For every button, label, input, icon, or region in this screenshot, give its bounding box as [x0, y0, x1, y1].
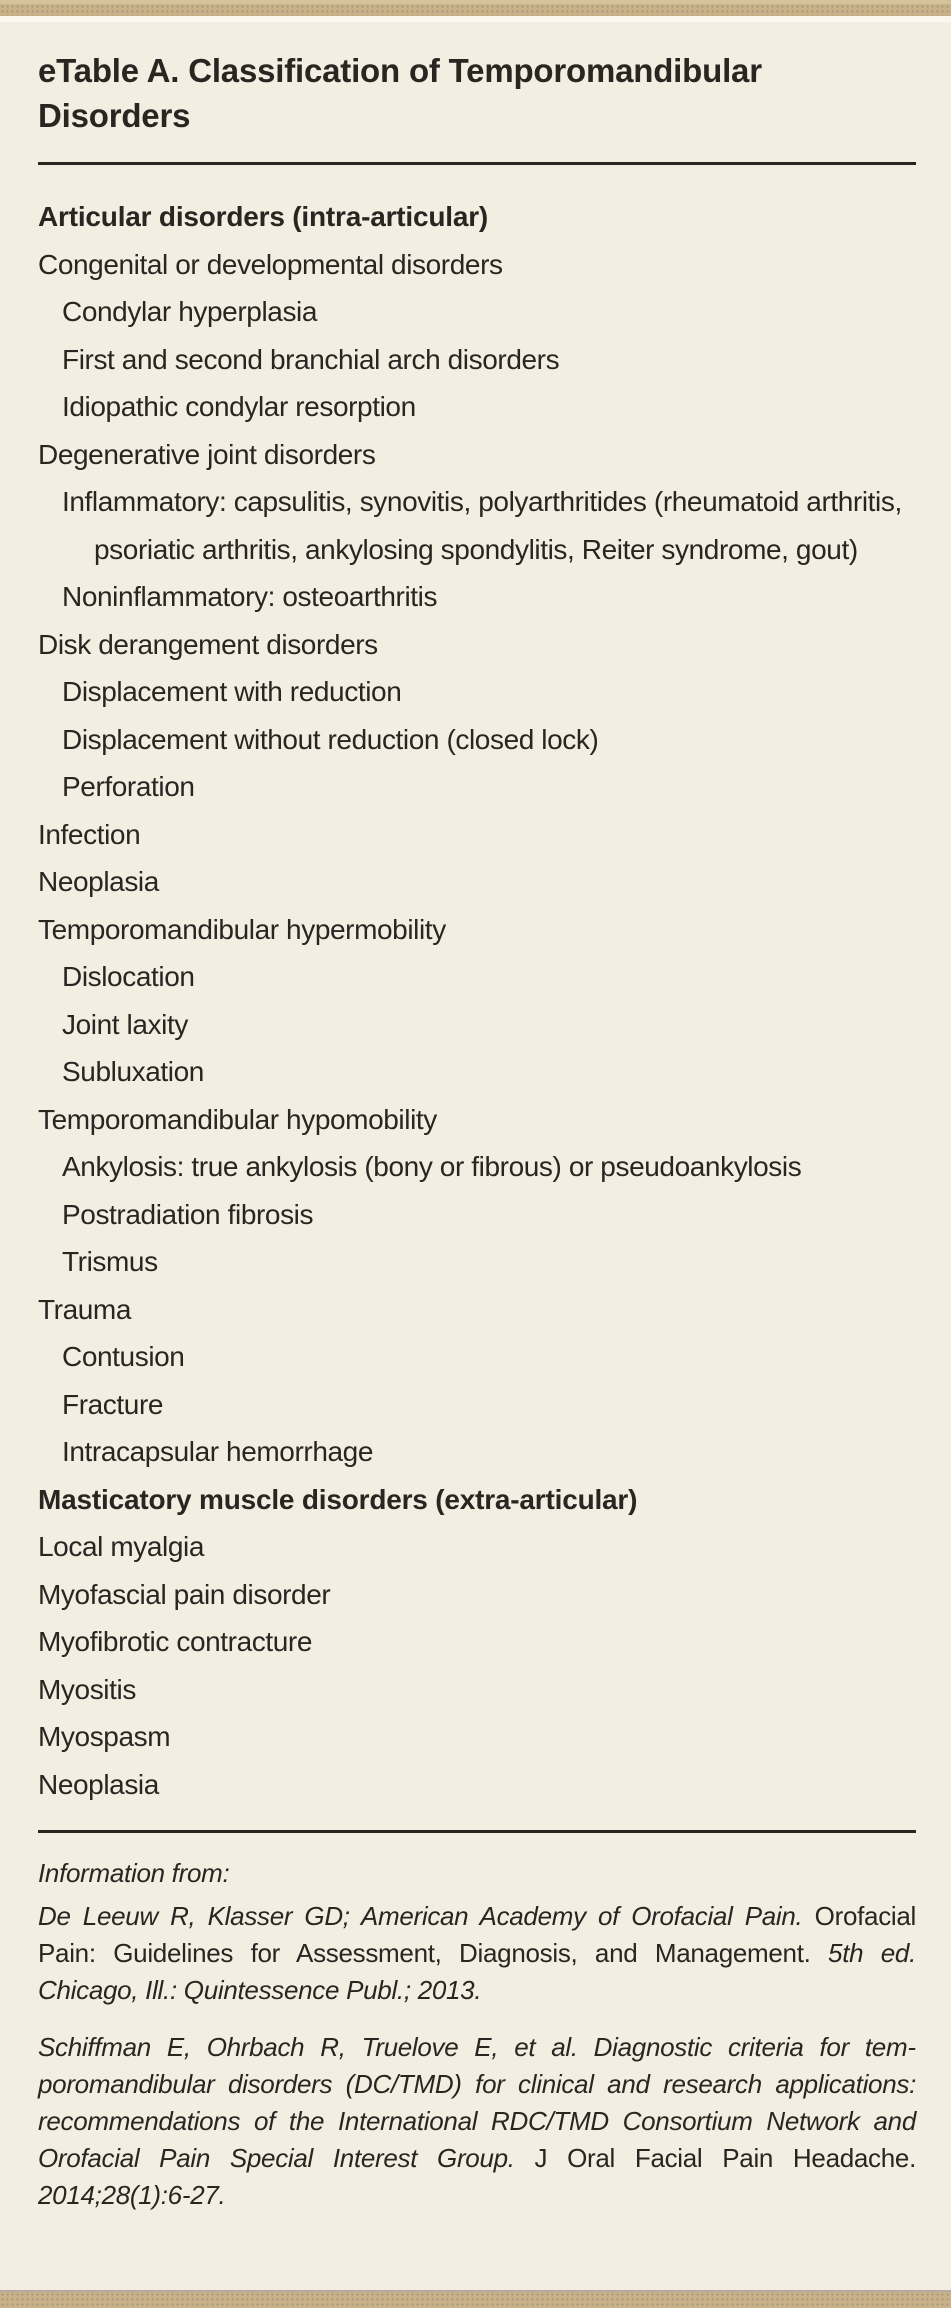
bottom-border-bar [0, 2290, 951, 2308]
section-heading: Articular disorders (intra-articular) [38, 201, 489, 232]
top-border-bar [0, 0, 951, 22]
list-item: Local myalgia [38, 1531, 204, 1562]
citation-segment: Orofacial Pain: Guidelines for Assessment, Diagnosis, and Management. [38, 1901, 917, 1968]
list-item: Neoplasia [38, 1768, 159, 1800]
list-item: Dislocation [62, 961, 195, 992]
footer-divider [38, 1830, 916, 1833]
list-item: Trismus [62, 1246, 158, 1277]
list-item: Perforation [62, 771, 195, 802]
list-item: Ankylosis: true ankylosis (bony or fibrous) or pseudoankylosis [62, 1151, 802, 1182]
list-item: Degenerative joint disorders [38, 438, 376, 470]
citation-segment: 2014;28(1):6-27. [38, 2180, 226, 2210]
list-item: Temporomandibular hypermobility [38, 913, 446, 945]
list-item: Infection [38, 818, 141, 850]
list-item: Displacement without reduction (closed lock) [62, 723, 599, 755]
list-item: Trauma [38, 1293, 132, 1325]
citation-segment: J Oral Facial Pain Headache. [514, 2143, 916, 2173]
title-divider [38, 162, 916, 165]
list-item: Contusion [62, 1341, 185, 1372]
list-item: Condylar hyperplasia [62, 296, 318, 327]
list-item: Postradiation fibrosis [62, 1198, 314, 1230]
list-item: Temporomandibular hypomobility [38, 1103, 437, 1135]
list-item: Subluxation [62, 1056, 204, 1087]
etable-panel [38, 22, 916, 2234]
list-item: Myospasm [38, 1721, 171, 1752]
table-title: eTable A. Classification of Temporomandibular Disorders [38, 52, 762, 134]
list-item: Noninflammatory: osteoarthritis [62, 581, 438, 612]
citation-ref [38, 1898, 916, 2009]
list-item: Inflammatory: capsulitis, synovitis, polyarthritides (rheumatoid arthritis, psoriatic arthritis, ankylosing spondylitis, Reiter syndrome, gout) [62, 486, 902, 565]
list-item: Myositis [38, 1673, 136, 1705]
list-item: Displacement with reduction [62, 676, 402, 707]
citations-block [38, 1855, 916, 2214]
citation-segment: 5th ed. Chicago, Ill.: Quintessence Publ.; 2013. [38, 1938, 916, 2005]
section-heading: Masticatory muscle disorders (extra-articular) [38, 1483, 638, 1515]
list-item: Disk derangement disorders [38, 628, 378, 660]
list-item: Myofascial pain disorder [38, 1578, 331, 1610]
list-item: Idiopathic condylar resorption [62, 391, 416, 422]
citation-intro: Information from: [38, 1858, 230, 1888]
citation-ref [38, 2029, 916, 2214]
list-item: Myofibrotic contracture [38, 1626, 313, 1657]
list-item: Joint laxity [62, 1008, 188, 1040]
citation-segment: Schiffman E, Ohrbach R, Truelove E, et al. Diagnostic criteria for temporomandibular disorders (DC/TMD) for clinical and research applications: recommendations of the International RDC/TMD Consortium Network and Orofacial Pain Special Interest Group. [38, 2032, 916, 2173]
list-item: Congenital or developmental disorders [38, 248, 503, 280]
classification-list [38, 193, 916, 1808]
list-item: Neoplasia [38, 866, 159, 897]
list-item: Fracture [62, 1388, 164, 1420]
list-item: First and second branchial arch disorders [62, 343, 560, 375]
citation-segment: De Leeuw R, Klasser GD; American Academy of Orofacial Pain. [38, 1901, 803, 1931]
list-item: Intracapsular hemorrhage [62, 1436, 374, 1467]
